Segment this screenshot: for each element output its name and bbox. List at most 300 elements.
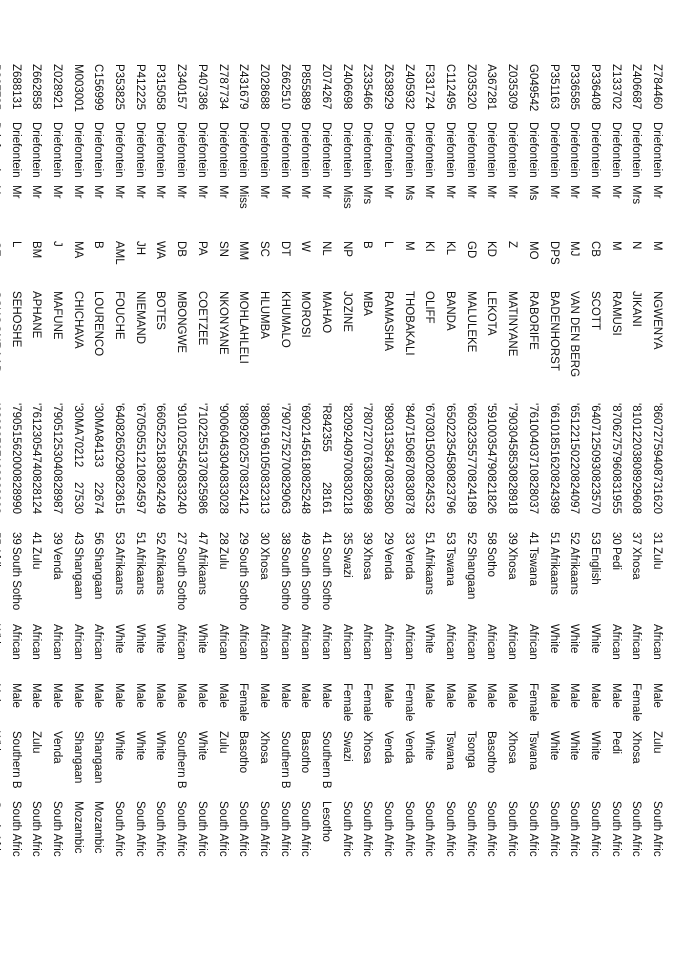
cell-age: 38: [278, 532, 291, 545]
cell-title: Mrs: [361, 185, 374, 205]
cell-lang: Shangaan: [92, 547, 105, 600]
table-row: [646, 64, 667, 962]
cell-code: 32313: [257, 482, 270, 514]
cell-init: SC: [257, 241, 270, 257]
cell-country: South Afric: [547, 801, 560, 857]
cell-init: MO: [526, 241, 539, 260]
cell-ethnic: Xhosa: [506, 731, 519, 764]
cell-country: South Afric: [464, 801, 477, 857]
cell-gender: Male: [51, 683, 64, 708]
cell-race: African: [526, 624, 539, 660]
cell-surname: LOURENCO: [92, 291, 105, 357]
cell-lang: South Sotho: [278, 547, 291, 611]
cell-surname: COETZEE: [195, 291, 208, 346]
cell-lang: Afrikaans: [195, 547, 208, 595]
cell-ethnic: Basotho: [237, 731, 250, 774]
cell-country: South Afric: [237, 801, 250, 857]
cell-code: 21826: [485, 482, 498, 514]
cell-gender: Male: [588, 683, 601, 708]
cell-ethnic: Southern B: [278, 731, 291, 789]
cell-init: B: [92, 241, 105, 249]
cell-race: African: [506, 624, 519, 660]
cell-id: Z406698: [340, 64, 353, 110]
cell-init: Z: [506, 241, 519, 249]
cell-surname: NGWENYA: [651, 291, 663, 350]
cell-area: Driefontein: [526, 122, 539, 178]
table-row: [439, 64, 460, 962]
cell-title: Mr: [92, 185, 105, 199]
table-row: [46, 64, 67, 962]
table-row: [0, 64, 5, 962]
cell-area: Driefontein: [444, 122, 457, 178]
cell-area: Driefontein: [320, 122, 332, 178]
cell-age: 41: [30, 532, 43, 545]
cell-area: Driefontein: [402, 122, 415, 178]
cell-id: Z028688: [257, 64, 270, 110]
cell-gender: Female: [237, 683, 250, 722]
cell-id: P855889: [299, 64, 312, 111]
cell-init: MJ: [568, 241, 581, 257]
cell-area: Driefontein: [92, 122, 105, 178]
cell-init: AML: [113, 241, 126, 265]
cell-title: Mr: [175, 185, 188, 199]
cell-age: 51: [423, 532, 436, 545]
cell-lang: Zulu: [216, 547, 229, 570]
table-row: [336, 64, 357, 962]
cell-area: Driefontein: [175, 122, 188, 178]
cell-country: South Afric: [588, 801, 601, 857]
cell-area: Driefontein: [9, 122, 22, 178]
cell-area: Driefontein: [588, 122, 601, 178]
cell-lang: Venda: [382, 547, 395, 580]
cell-surname: [0, 291, 5, 373]
cell-country: South Afric: [340, 801, 353, 857]
cell-race: African: [485, 624, 498, 660]
cell-gender: Male: [175, 683, 188, 708]
cell-gender: Male: [113, 683, 126, 708]
cell-init: MA: [71, 241, 84, 259]
cell-id: Z035309: [506, 64, 519, 110]
cell-code: 23796: [444, 482, 457, 514]
cell-ethnic: Zulu: [30, 731, 43, 754]
cell-age: 52: [154, 532, 167, 545]
cell-init: J: [51, 241, 64, 247]
cell-age: 49: [299, 532, 312, 545]
cell-code: [0, 482, 5, 514]
cell-area: Driefontein: [361, 122, 374, 178]
cell-race: African: [257, 624, 270, 660]
cell-area: Driefontein: [506, 122, 519, 178]
cell-country: South Afric: [278, 801, 291, 857]
cell-age: 28: [216, 532, 229, 545]
cell-id: Z662858: [30, 64, 43, 110]
cell-init: B: [361, 241, 374, 249]
cell-lang: Xhosa: [506, 547, 519, 580]
cell-lang: Sotho: [485, 547, 498, 578]
cell-area: Driefontein: [216, 122, 229, 178]
cell-country: South Afric: [630, 801, 643, 857]
cell-ethnic: Southern B: [175, 731, 188, 789]
cell-age: 31: [651, 532, 663, 545]
cell-surname: MATINYANE: [506, 291, 519, 357]
cell-init: M: [402, 241, 415, 251]
cell-idno: [0, 403, 5, 482]
cell-title: [0, 185, 5, 198]
cell-id: Z431679: [237, 64, 250, 110]
cell-surname: MOROSI: [299, 291, 312, 338]
cell-gender: Female: [361, 683, 374, 722]
cell-title: Mr: [547, 185, 560, 199]
cell-code: 32412: [237, 482, 250, 514]
cell-title: Mr: [9, 185, 22, 199]
cell-id: Z688131: [9, 64, 22, 110]
cell-id: Z638929: [382, 64, 395, 110]
cell-gender: Male: [30, 683, 43, 708]
cell-code: 28987: [51, 482, 64, 514]
cell-idno: '910102554508: [175, 403, 188, 482]
cell-area: Driefontein: [651, 122, 663, 178]
cell-code: 31955: [609, 482, 622, 514]
cell-init: M: [609, 241, 622, 251]
cell-idno: '780727076308: [361, 403, 374, 482]
cell-age: 27: [175, 532, 188, 545]
cell-race: African: [71, 624, 84, 660]
cell-surname: OLIFF: [423, 291, 436, 324]
cell-age: 39: [361, 532, 374, 545]
cell-ethnic: Tsonga: [464, 731, 477, 769]
cell-lang: South Sotho: [299, 547, 312, 611]
cell-race: [0, 624, 5, 653]
cell-ethnic: Venda: [51, 731, 64, 764]
cell-surname: SEHOSHE: [9, 291, 22, 348]
cell-lang: Afrikaans: [113, 547, 126, 595]
cell-id: P412225: [133, 64, 146, 111]
cell-lang: Afrikaans: [133, 547, 146, 595]
cell-title: Mr: [299, 185, 312, 199]
employee-table: [0, 64, 667, 962]
cell-ethnic: Pedi: [609, 731, 622, 755]
cell-title: Ms: [526, 185, 539, 201]
cell-idno: '30MA84133: [92, 403, 105, 468]
cell-gender: Male: [71, 683, 84, 708]
cell-lang: Swazi: [340, 547, 353, 578]
cell-lang: Venda: [51, 547, 64, 580]
cell-code: 32580: [382, 482, 395, 514]
cell-gender: Male: [92, 683, 105, 708]
cell-lang: Shangaan: [464, 547, 477, 600]
cell-race: White: [133, 624, 146, 654]
cell-surname: THOBAKALI: [402, 291, 415, 356]
cell-gender: Female: [630, 683, 643, 722]
cell-init: MM: [237, 241, 250, 261]
cell-race: African: [299, 624, 312, 660]
cell-age: 33: [402, 532, 415, 545]
cell-code: 24249: [154, 482, 167, 514]
cell-title: Mr: [216, 185, 229, 199]
table-row: [67, 64, 88, 962]
cell-id: Z133702: [609, 64, 622, 110]
cell-id: Z074267: [320, 64, 332, 110]
cell-code: 24532: [423, 482, 436, 514]
cell-ethnic: Basotho: [485, 731, 498, 774]
cell-code: 28698: [361, 482, 374, 514]
cell-gender: Male: [382, 683, 395, 708]
cell-idno: 'R842355: [320, 403, 332, 452]
table-row: [233, 64, 254, 962]
table-row: [295, 64, 316, 962]
cell-country: South Afric: [257, 801, 270, 857]
cell-gender: Male: [485, 683, 498, 708]
cell-country: South Afric: [113, 801, 126, 857]
cell-age: 39: [506, 532, 519, 545]
cell-init: W: [299, 241, 312, 252]
cell-ethnic: Southern B: [9, 731, 22, 789]
cell-code: 27530: [71, 482, 84, 514]
cell-race: African: [216, 624, 229, 660]
cell-race: African: [320, 624, 332, 660]
cell-id: C156999: [92, 64, 105, 111]
table-row: [129, 64, 150, 962]
cell-race: White: [195, 624, 208, 654]
cell-country: Lesotho: [320, 801, 332, 842]
cell-country: [0, 801, 5, 857]
table-row: [357, 64, 378, 962]
table-row: [605, 64, 626, 962]
cell-title: Mr: [609, 185, 622, 199]
cell-gender: Male: [154, 683, 167, 708]
cell-surname: JIKANI: [630, 291, 643, 327]
table-row: [626, 64, 647, 962]
table-row: [5, 64, 26, 962]
cell-surname: MBA: [361, 291, 374, 316]
cell-id: P407386: [195, 64, 208, 111]
cell-age: 56: [92, 532, 105, 545]
cell-gender: Male: [278, 683, 291, 708]
cell-id: Z028921: [51, 64, 64, 110]
cell-title: Mr: [568, 185, 581, 199]
cell-gender: Female: [526, 683, 539, 722]
cell-idno: '710225513708: [195, 403, 208, 482]
cell-id: [0, 64, 5, 110]
cell-area: Driefontein: [133, 122, 146, 178]
cell-init: NL: [320, 241, 332, 256]
cell-area: Driefontein: [609, 122, 622, 178]
cell-title: Mr: [257, 185, 270, 199]
cell-code: 25986: [195, 482, 208, 514]
cell-id: P336408: [588, 64, 601, 111]
cell-race: African: [340, 624, 353, 660]
cell-title: Mr: [485, 185, 498, 199]
cell-ethnic: Xhosa: [257, 731, 270, 764]
cell-country: South Afric: [568, 801, 581, 857]
cell-area: Driefontein: [195, 122, 208, 178]
cell-gender: Male: [547, 683, 560, 708]
cell-gender: Male: [299, 683, 312, 708]
cell-race: African: [30, 624, 43, 660]
cell-surname: BADENHORST: [547, 291, 560, 371]
cell-age: 30: [257, 532, 270, 545]
cell-ethnic: White: [588, 731, 601, 761]
cell-idno: '810122038089: [630, 403, 643, 482]
table-row: [419, 64, 440, 962]
cell-idno: '670505512108: [133, 403, 146, 482]
table-row: [584, 64, 605, 962]
cell-ethnic: Basotho: [299, 731, 312, 774]
cell-title: Mr: [382, 185, 395, 199]
cell-surname: APHANE: [30, 291, 43, 339]
cell-idno: '30MA70212: [71, 403, 84, 468]
cell-surname: LEKOTA: [485, 291, 498, 336]
cell-lang: South Sotho: [175, 547, 188, 611]
cell-ethnic: Swazi: [340, 731, 353, 762]
cell-init: L: [9, 241, 22, 248]
cell-ethnic: Zulu: [651, 731, 663, 754]
cell-country: Mozambic: [71, 801, 84, 854]
table-row: [377, 64, 398, 962]
cell-title: Miss: [237, 185, 250, 209]
cell-idno: '670301500208: [423, 403, 436, 482]
cell-surname: MOHLAHLELI: [237, 291, 250, 364]
cell-gender: Male: [444, 683, 457, 708]
cell-ethnic: Venda: [382, 731, 395, 764]
cell-idno: '880926025708: [237, 403, 250, 482]
cell-ethnic: Zulu: [216, 731, 229, 754]
cell-gender: Male: [568, 683, 581, 708]
cell-idno: '790727527008: [278, 403, 291, 482]
cell-ethnic: Venda: [402, 731, 415, 764]
cell-country: South Afric: [30, 801, 43, 857]
cell-code: 30878: [402, 482, 415, 514]
cell-init: KI: [423, 241, 436, 252]
table-row: [212, 64, 233, 962]
cell-surname: MAHAO: [320, 291, 332, 334]
cell-race: African: [175, 624, 188, 660]
cell-init: N: [630, 241, 643, 250]
cell-age: [0, 532, 5, 545]
cell-title: Ms: [402, 185, 415, 201]
table-row: [88, 64, 109, 962]
cell-area: Driefontein: [299, 122, 312, 178]
cell-gender: Male: [506, 683, 519, 708]
cell-lang: South Sotho: [9, 547, 22, 611]
cell-surname: FOUCHE: [113, 291, 126, 340]
cell-area: Driefontein: [485, 122, 498, 178]
cell-country: South Afric: [402, 801, 415, 857]
cell-age: 43: [71, 532, 84, 545]
cell-code: 28990: [9, 482, 22, 514]
cell-race: African: [382, 624, 395, 660]
cell-id: M003001: [71, 64, 84, 112]
table-row: [502, 64, 523, 962]
cell-area: Driefontein: [71, 122, 84, 178]
cell-ethnic: White: [568, 731, 581, 761]
cell-surname: HLUMBA: [257, 291, 270, 339]
cell-init: DT: [278, 241, 291, 257]
table-row: [564, 64, 585, 962]
cell-surname: VAN DEN BERG: [568, 291, 581, 378]
cell-race: African: [402, 624, 415, 660]
cell-area: Driefontein: [630, 122, 643, 178]
cell-title: Mr: [195, 185, 208, 199]
cell-lang: Shangaan: [71, 547, 84, 600]
cell-title: Mr: [30, 185, 43, 199]
cell-ethnic: [0, 731, 5, 760]
cell-area: Driefontein: [382, 122, 395, 178]
cell-age: 41: [526, 532, 539, 545]
cell-age: 52: [568, 532, 581, 545]
cell-ethnic: White: [547, 731, 560, 761]
cell-code: 24097: [568, 482, 581, 514]
cell-title: Mr: [113, 185, 126, 199]
cell-area: Driefontein: [568, 122, 581, 178]
cell-title: Mr: [651, 185, 663, 199]
cell-gender: Female: [340, 683, 353, 722]
cell-race: White: [423, 624, 436, 654]
cell-idno: '900604630408: [216, 403, 229, 482]
cell-country: South Afric: [216, 801, 229, 857]
cell-country: South Afric: [175, 801, 188, 857]
cell-gender: Male: [257, 683, 270, 708]
cell-ethnic: White: [195, 731, 208, 761]
cell-init: M: [651, 241, 663, 251]
cell-idno: '660323557708: [464, 403, 477, 482]
cell-lang: Xhosa: [361, 547, 374, 580]
cell-idno: '890313584708: [382, 403, 395, 482]
table-row: [150, 64, 171, 962]
cell-surname: MALULEKE: [464, 291, 477, 353]
cell-idno: '660522518308: [154, 403, 167, 482]
cell-country: South Afric: [9, 801, 22, 857]
cell-gender: Male: [195, 683, 208, 708]
cell-title: Mr: [71, 185, 84, 199]
cell-code: 25248: [299, 482, 312, 514]
cell-age: 30: [609, 532, 622, 545]
cell-area: Driefontein: [257, 122, 270, 178]
cell-race: African: [444, 624, 457, 660]
cell-area: Driefontein: [464, 122, 477, 178]
cell-lang: Xhosa: [630, 547, 643, 580]
cell-ethnic: Southern B: [320, 731, 332, 789]
cell-area: [0, 122, 5, 178]
cell-id: G049542: [526, 64, 539, 112]
cell-id: P353825: [113, 64, 126, 111]
cell-country: South Afric: [423, 801, 436, 857]
cell-area: Driefontein: [51, 122, 64, 178]
cell-race: African: [92, 624, 105, 660]
table-row: [274, 64, 295, 962]
cell-country: South Afric: [133, 801, 146, 857]
cell-id: Z784460: [651, 64, 663, 110]
cell-country: South Afric: [51, 801, 64, 857]
cell-ethnic: Xhosa: [630, 731, 643, 764]
cell-title: Mr: [51, 185, 64, 199]
cell-race: White: [568, 624, 581, 654]
cell-lang: Afrikaans: [547, 547, 560, 595]
cell-lang: [0, 547, 5, 595]
cell-id: P315058: [154, 64, 167, 111]
cell-init: [0, 241, 5, 256]
cell-age: 51: [547, 532, 560, 545]
cell-race: African: [630, 624, 643, 660]
cell-surname: NKONYANE: [216, 291, 229, 355]
cell-age: 39: [51, 532, 64, 545]
cell-surname: MAFUNE: [51, 291, 64, 340]
cell-title: Mr: [444, 185, 457, 199]
cell-title: Mr: [588, 185, 601, 199]
cell-id: Z406687: [630, 64, 643, 110]
cell-code: 31620: [651, 482, 663, 514]
cell-lang: Venda: [402, 547, 415, 580]
